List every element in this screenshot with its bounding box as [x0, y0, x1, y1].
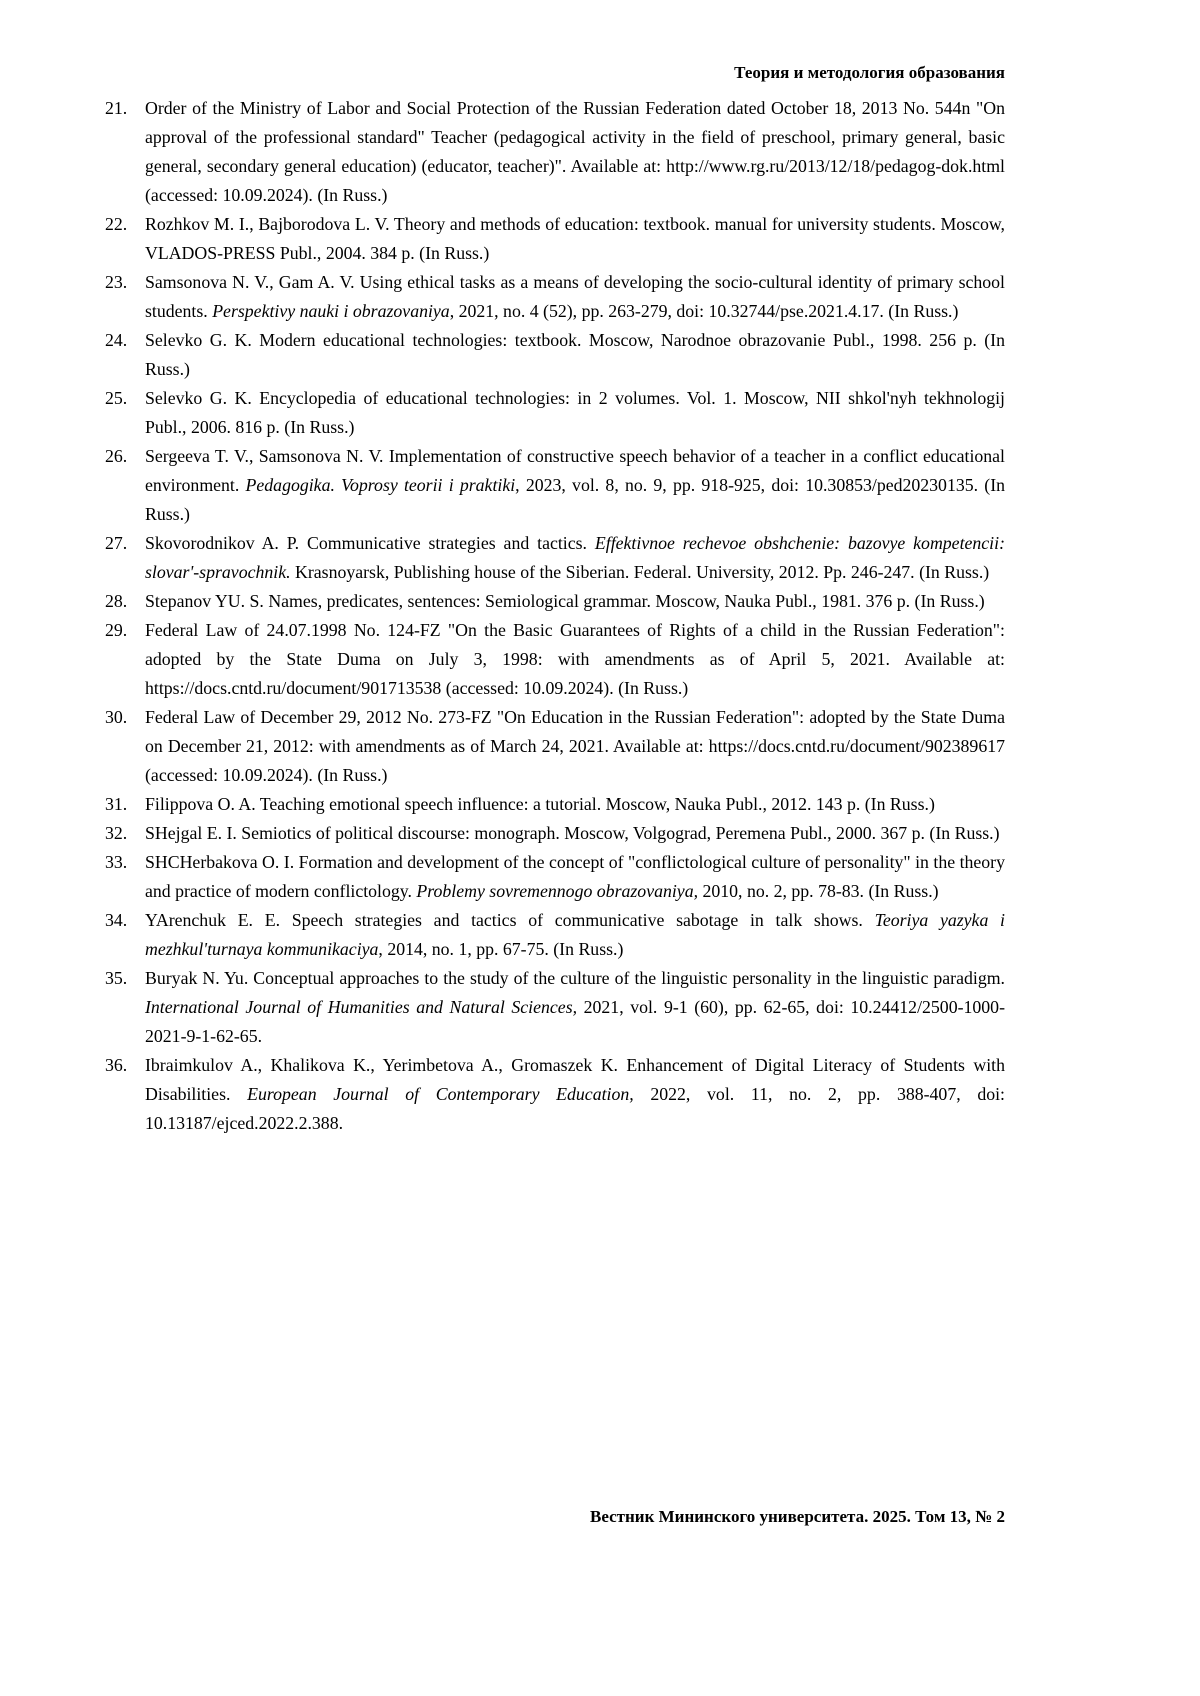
reference-number: 24.: [105, 330, 128, 350]
reference-number: 22.: [105, 214, 128, 234]
reference-text: [145, 1055, 1005, 1133]
reference-item: [105, 790, 1005, 819]
reference-text: [145, 591, 985, 611]
reference-item: [105, 268, 1005, 326]
reference-number: 23.: [105, 272, 128, 292]
reference-text: [145, 388, 1005, 437]
reference-number: 29.: [105, 620, 128, 640]
journal-title: Pedagogika. Voprosy teorii i praktiki: [245, 475, 516, 495]
reference-text-segment: Samsonova N. V., Gam A. V. Using ethical tasks as a means of developing the socio-cultural identity of primary school students.: [145, 272, 1005, 321]
reference-text: [145, 330, 1005, 379]
reference-number: 28.: [105, 591, 128, 611]
running-head: Теория и методология образования: [734, 63, 1005, 82]
reference-number: 25.: [105, 388, 128, 408]
reference-number: 35.: [105, 968, 128, 988]
reference-text: [145, 620, 1005, 698]
reference-number: 31.: [105, 794, 128, 814]
reference-text-segment: 2022, vol. 11, no. 2, pp. 388-407, doi: 10.13187/ejced.2022.2.388.: [145, 1084, 1005, 1133]
reference-item: [105, 703, 1005, 790]
reference-text-segment: SHejgal E. I. Semiotics of political discourse: monograph. Moscow, Volgograd, Peremena Publ., 2000. 367 p. (In Russ.): [145, 823, 1000, 843]
reference-text-segment: Buryak N. Yu. Conceptual approaches to the study of the culture of the linguistic personality in the linguistic paradigm.: [145, 968, 1005, 988]
reference-number: 21.: [105, 98, 128, 118]
reference-text-segment: Federal Law of 24.07.1998 No. 124-FZ "On the Basic Guarantees of Rights of a child in the Russian Federation": adopted by the State Duma on July 3, 1998: with amendments as of April 5, 2021. Available at: https://docs.cntd.ru/document/901713538 (accessed: 10.09.2024). (In Russ.): [145, 620, 1005, 698]
reference-number: 36.: [105, 1055, 128, 1075]
reference-text: [145, 794, 935, 814]
journal-title: European Journal of Contemporary Education,: [247, 1084, 634, 1104]
reference-text-segment: Stepanov YU. S. Names, predicates, sentences: Semiological grammar. Moscow, Nauka Publ., 1981. 376 p. (In Russ.): [145, 591, 985, 611]
reference-item: [105, 964, 1005, 1051]
reference-text-segment: , 2023, vol. 8, no. 9, pp. 918-925, doi: 10.30853/ped20230135. (In Russ.): [145, 475, 1006, 524]
reference-text: [145, 910, 1005, 959]
journal-title: Problemy sovremennogo obrazovaniya,: [416, 881, 699, 901]
reference-text-segment: SHCHerbakova O. I. Formation and development of the concept of "conflictological culture of personality" in the theory and practice of modern conflictology.: [145, 852, 1005, 901]
reference-text-segment: Ibraimkulov A., Khalikova K., Yerimbetova A., Gromaszek K. Enhancement of Digital Literacy of Students with Disabilities.: [145, 1055, 1005, 1104]
reference-item: [105, 94, 1005, 210]
reference-item: [105, 848, 1005, 906]
reference-text-segment: , 2014, no. 1, pp. 67-75. (In Russ.): [378, 939, 624, 959]
reference-item: [105, 616, 1005, 703]
reference-item: [105, 587, 1005, 616]
journal-title: Perspektivy nauki i obrazovaniya: [212, 301, 450, 321]
reference-text: [145, 852, 1005, 901]
journal-title: Effektivnoe rechevoe obshchenie: bazovye kompetencii: slovar'-spravochnik.: [145, 533, 1005, 582]
reference-text: [145, 446, 1005, 524]
reference-item: [105, 384, 1005, 442]
journal-title: International Journal of Humanities and Natural Sciences,: [145, 997, 578, 1017]
reference-text: [145, 707, 1005, 785]
reference-text-segment: Krasnoyarsk, Publishing house of the Siberian. Federal. University, 2012. Pp. 246-247. (In Russ.): [290, 562, 990, 582]
reference-text: [145, 968, 1005, 1046]
reference-text-segment: 2021, vol. 9-1 (60), pp. 62-65, doi: 10.24412/2500-1000-2021-9-1-62-65.: [145, 997, 1005, 1046]
reference-text: [145, 533, 1005, 582]
reference-text-segment: Rozhkov M. I., Bajborodova L. V. Theory and methods of education: textbook. manual for university students. Moscow, VLADOS-PRESS Publ., 2004. 384 p. (In Russ.): [145, 214, 1005, 263]
reference-item: [105, 210, 1005, 268]
reference-text: [145, 98, 1005, 205]
reference-text-segment: Filippova O. A. Teaching emotional speech influence: a tutorial. Moscow, Nauka Publ., 2012. 143 p. (In Russ.): [145, 794, 935, 814]
reference-item: [105, 442, 1005, 529]
reference-text-segment: Federal Law of December 29, 2012 No. 273-FZ "On Education in the Russian Federation": adopted by the State Duma on December 21, 2012: with amendments as of March 24, 2021. Available at: https://docs.cntd.ru/document/902389617 (accessed: 10.09.2024). (In Russ.): [145, 707, 1005, 785]
reference-text-segment: 2010, no. 2, pp. 78-83. (In Russ.): [698, 881, 939, 901]
reference-number: 30.: [105, 707, 128, 727]
reference-number: 26.: [105, 446, 128, 466]
reference-number: 27.: [105, 533, 128, 553]
reference-text-segment: Skovorodnikov A. P. Communicative strategies and tactics.: [145, 533, 595, 553]
reference-text-segment: Selevko G. K. Encyclopedia of educational technologies: in 2 volumes. Vol. 1. Moscow, NII shkol'nyh tekhnologij Publ., 2006. 816 p. (In Russ.): [145, 388, 1005, 437]
reference-list: [105, 94, 1005, 1138]
reference-item: [105, 529, 1005, 587]
reference-item: [105, 1051, 1005, 1138]
reference-text: [145, 272, 1005, 321]
reference-number: 34.: [105, 910, 128, 930]
reference-item: [105, 326, 1005, 384]
reference-item: [105, 819, 1005, 848]
reference-text-segment: Order of the Ministry of Labor and Social Protection of the Russian Federation dated October 18, 2013 No. 544n "On approval of the professional standard" Teacher (pedagogical activity in the field of preschool, primary general, basic general, secondary general education) (educator, teacher)". Available at: http://www.rg.ru/2013/12/18/pedagog-dok.html (accessed: 10.09.2024). (In Russ.): [145, 98, 1005, 205]
reference-text-segment: Sergeeva T. V., Samsonova N. V. Implementation of constructive speech behavior of a teacher in a conflict educational environment.: [145, 446, 1005, 495]
reference-text-segment: YArenchuk E. E. Speech strategies and tactics of communicative sabotage in talk shows.: [145, 910, 875, 930]
journal-title: Teoriya yazyka i mezhkul'turnaya kommunikaciya: [145, 910, 1005, 959]
reference-text: [145, 214, 1005, 263]
reference-text-segment: Selevko G. K. Modern educational technologies: textbook. Moscow, Narodnoe obrazovanie Publ., 1998. 256 p. (In Russ.): [145, 330, 1005, 379]
reference-item: [105, 906, 1005, 964]
reference-text: [145, 823, 1000, 843]
reference-number: 33.: [105, 852, 128, 872]
reference-text-segment: , 2021, no. 4 (52), pp. 263-279, doi: 10.32744/pse.2021.4.17. (In Russ.): [449, 301, 959, 321]
reference-number: 32.: [105, 823, 128, 843]
page-footer: Вестник Мининского университета. 2025. Том 13, № 2: [590, 1507, 1005, 1526]
